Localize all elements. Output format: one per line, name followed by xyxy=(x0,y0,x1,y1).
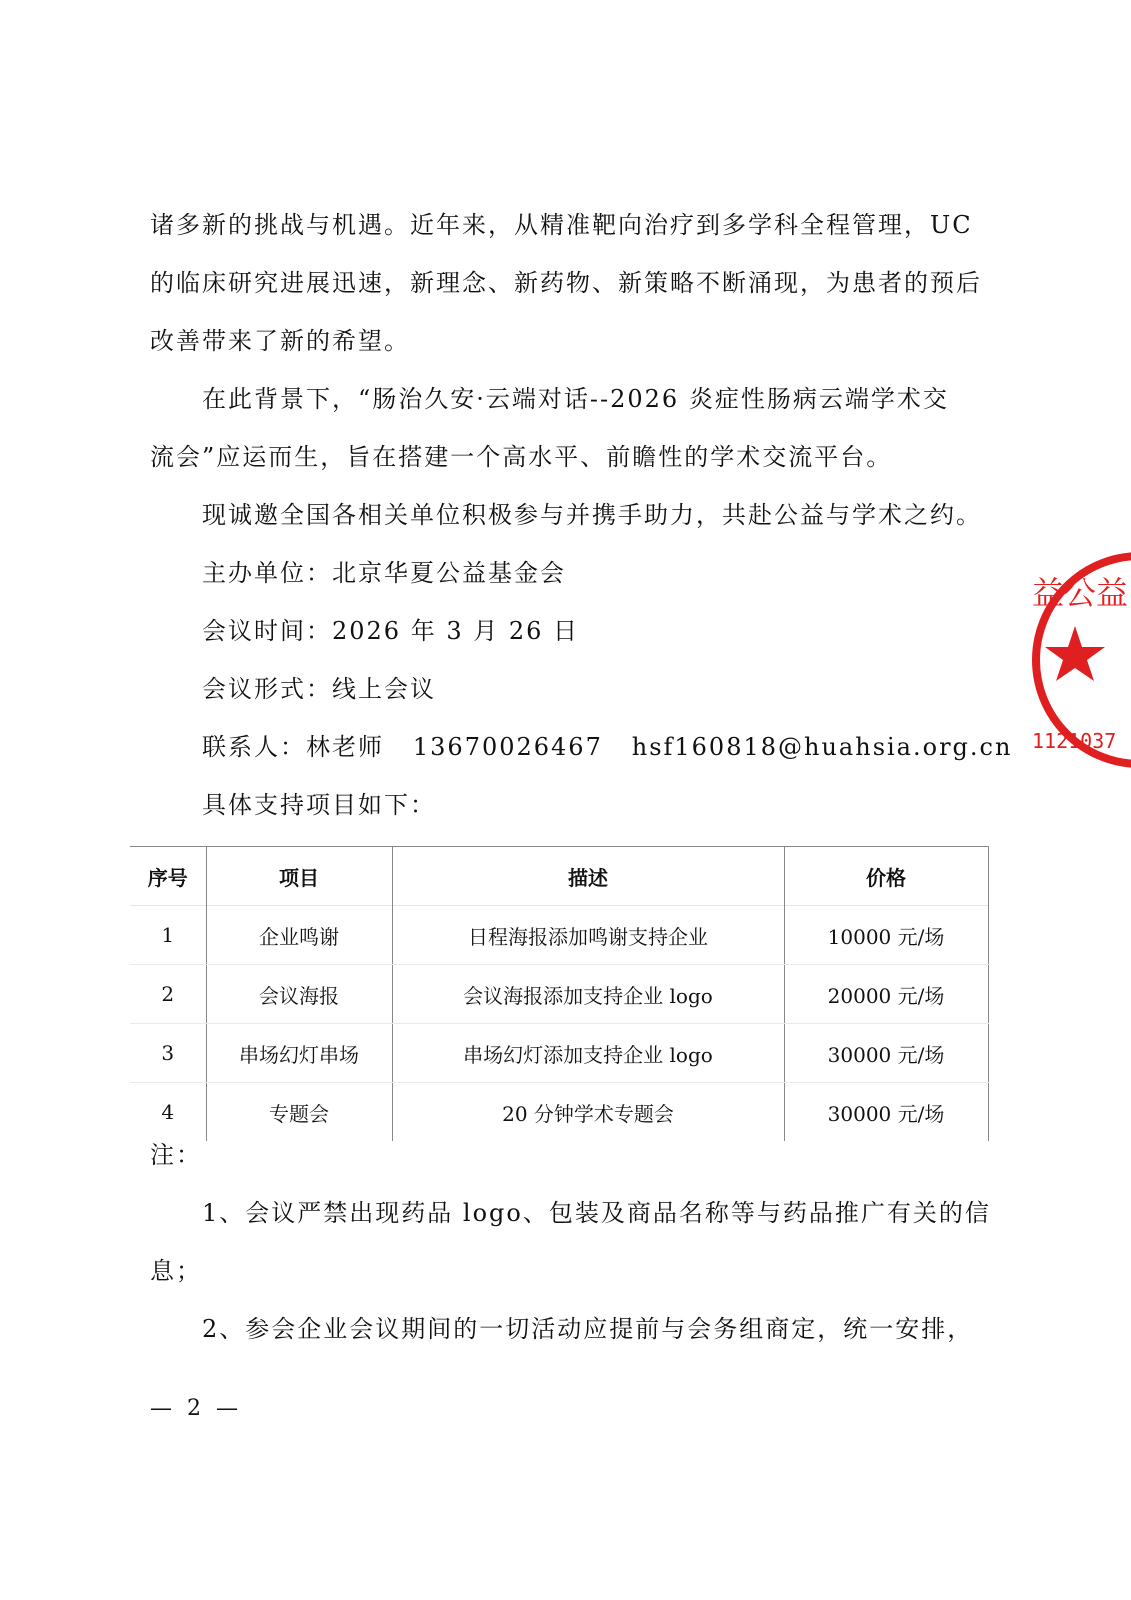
body-paragraph-line: 的临床研究进展迅速，新理念、新药物、新策略不断涌现，为患者的预后 xyxy=(150,269,982,297)
table-row xyxy=(130,906,988,965)
table-row xyxy=(130,1083,988,1142)
cell-item: 会议海报 xyxy=(206,965,392,1024)
page-number: — 2 — xyxy=(150,1396,242,1421)
seal-text-bottom: 1121037 xyxy=(1032,729,1117,753)
cell-price: 10000 元/场 xyxy=(784,906,988,965)
cell-item: 专题会 xyxy=(206,1083,392,1142)
table-header-row xyxy=(130,847,988,906)
cell-index: 2 xyxy=(130,965,206,1024)
seal-text-top: 益公益 xyxy=(1032,574,1129,612)
header-index: 序号 xyxy=(130,847,206,906)
cell-description: 会议海报添加支持企业 logo xyxy=(392,965,784,1024)
cell-description: 串场幻灯添加支持企业 logo xyxy=(392,1024,784,1083)
body-paragraph-line: 改善带来了新的希望。 xyxy=(150,327,410,355)
body-paragraph-line: 在此背景下，“肠治久安·云端对话--2026 炎症性肠病云端学术交 xyxy=(202,385,949,413)
table-row xyxy=(130,965,988,1024)
cell-price: 20000 元/场 xyxy=(784,965,988,1024)
body-paragraph-line: 流会”应运而生，旨在搭建一个高水平、前瞻性的学术交流平台。 xyxy=(150,443,893,471)
cell-index: 3 xyxy=(130,1024,206,1083)
cell-description: 日程海报添加鸣谢支持企业 xyxy=(392,906,784,965)
cell-index: 4 xyxy=(161,1100,175,1124)
cell-price: 30000 元/场 xyxy=(784,1083,988,1142)
meeting-form-line: 会议形式：线上会议 xyxy=(202,675,436,703)
organizer-line: 主办单位：北京华夏公益基金会 xyxy=(202,559,566,587)
header-item: 项目 xyxy=(206,847,392,906)
note-line: 息； xyxy=(150,1257,202,1285)
cell-index: 1 xyxy=(130,906,206,965)
header-description: 描述 xyxy=(392,847,784,906)
cell-description: 20 分钟学术专题会 xyxy=(392,1083,784,1142)
notes-title: 注： xyxy=(150,1141,202,1169)
meeting-time-line: 会议时间：2026 年 3 月 26 日 xyxy=(202,617,580,645)
note-line: 1、会议严禁出现药品 logo、包装及商品名称等与药品推广有关的信 xyxy=(202,1199,991,1227)
support-items-table xyxy=(130,846,989,1141)
table-row xyxy=(130,1024,988,1083)
header-price: 价格 xyxy=(784,847,988,906)
body-paragraph-line: 诸多新的挑战与机遇。近年来，从精准靶向治疗到多学科全程管理，UC xyxy=(150,211,973,239)
items-intro-line: 具体支持项目如下： xyxy=(202,791,436,819)
invitation-paragraph: 现诚邀全国各相关单位积极参与并携手助力，共赴公益与学术之约。 xyxy=(202,501,982,529)
cell-item: 串场幻灯串场 xyxy=(206,1024,392,1083)
cell-price: 30000 元/场 xyxy=(784,1024,988,1083)
official-seal-icon xyxy=(1030,548,1131,778)
seal-star-icon xyxy=(1045,626,1105,681)
contact-line: 联系人：林老师 13670026467 hsf160818@huahsia.org.cn xyxy=(202,733,1013,761)
cell-item: 企业鸣谢 xyxy=(206,906,392,965)
note-line: 2、参会企业会议期间的一切活动应提前与会务组商定，统一安排， xyxy=(202,1315,974,1343)
